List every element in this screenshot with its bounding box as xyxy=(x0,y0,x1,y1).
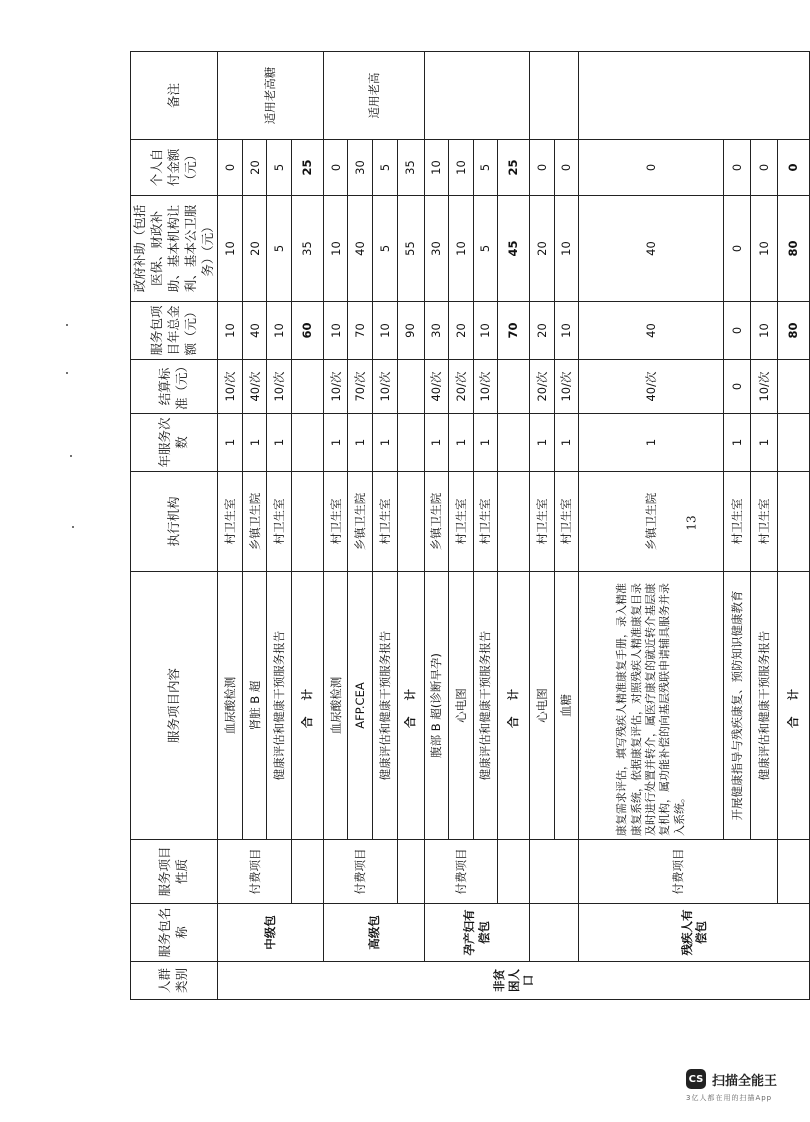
note-cell xyxy=(424,52,530,140)
package-name: 残疾人有偿包 xyxy=(579,904,810,962)
times-cell: 1 xyxy=(579,414,724,472)
subsidy-cell: 10 xyxy=(751,196,778,302)
self-cell: 25 xyxy=(498,140,530,196)
agency-cell: 村卫生室 xyxy=(554,472,579,572)
subsidy-cell: 0 xyxy=(724,196,751,302)
scan-speck xyxy=(72,526,74,528)
agency-cell: 村卫生室 xyxy=(473,472,498,572)
agency-cell: 乡镇卫生院 xyxy=(242,472,267,572)
content-cell: 心电图 xyxy=(530,572,555,840)
standard-cell: 10/次 xyxy=(218,360,243,414)
total-cell: 60 xyxy=(292,302,324,360)
subsidy-cell: 40 xyxy=(579,196,724,302)
standard-cell: 10/次 xyxy=(323,360,348,414)
standard-cell: 40/次 xyxy=(242,360,267,414)
total-cell: 10 xyxy=(473,302,498,360)
times-cell: 1 xyxy=(449,414,474,472)
agency-cell: 村卫生室 xyxy=(724,472,751,572)
scan-speck xyxy=(66,372,68,374)
total-cell: 10 xyxy=(554,302,579,360)
subsidy-cell: 10 xyxy=(449,196,474,302)
header-times: 年服务次数 xyxy=(131,414,218,472)
self-cell: 0 xyxy=(724,140,751,196)
agency-cell: 村卫生室 xyxy=(751,472,778,572)
header-note: 备注 xyxy=(131,52,218,140)
empty-cell xyxy=(397,360,424,414)
content-cell: 健康评估和健康干预服务报告 xyxy=(751,572,778,840)
subsidy-cell: 80 xyxy=(778,196,810,302)
total-cell: 10 xyxy=(751,302,778,360)
total-label: 合 计 xyxy=(397,572,424,840)
standard-cell: 20/次 xyxy=(530,360,555,414)
total-cell: 20 xyxy=(530,302,555,360)
times-cell: 1 xyxy=(323,414,348,472)
nature-cell xyxy=(530,840,579,904)
header-standard: 结算标准（元） xyxy=(131,360,218,414)
agency-cell: 乡镇卫生院 xyxy=(424,472,449,572)
nature-cell: 付费项目 xyxy=(424,840,498,904)
table-row-total xyxy=(498,52,530,1000)
subsidy-cell: 5 xyxy=(267,196,292,302)
content-cell: 肾脏 B 超 xyxy=(242,572,267,840)
times-cell: 1 xyxy=(724,414,751,472)
total-cell: 70 xyxy=(498,302,530,360)
times-cell: 1 xyxy=(751,414,778,472)
self-cell: 0 xyxy=(751,140,778,196)
subsidy-cell: 35 xyxy=(292,196,324,302)
empty-cell xyxy=(498,840,530,904)
note-cell xyxy=(579,52,810,140)
header-group: 人群类别 xyxy=(131,962,218,1000)
self-cell: 35 xyxy=(397,140,424,196)
header-row xyxy=(131,52,218,1000)
total-cell: 30 xyxy=(424,302,449,360)
table-row-total xyxy=(292,52,324,1000)
package-name: 中级包 xyxy=(218,904,324,962)
agency-cell: 村卫生室 xyxy=(530,472,555,572)
total-cell: 40 xyxy=(579,302,724,360)
agency-cell: 乡镇卫生院 xyxy=(348,472,373,572)
table-row xyxy=(424,52,449,1000)
content-cell: 心电图 xyxy=(449,572,474,840)
self-cell: 10 xyxy=(424,140,449,196)
content-cell: AFP.CEA xyxy=(348,572,373,840)
content-cell: 开展健康指导与残疾康复、预防知识健康教育 xyxy=(724,572,751,840)
standard-cell: 40/次 xyxy=(424,360,449,414)
header-self: 个人自付金额（元） xyxy=(131,140,218,196)
empty-cell xyxy=(778,360,810,414)
self-cell: 10 xyxy=(449,140,474,196)
self-cell: 5 xyxy=(473,140,498,196)
empty-cell xyxy=(778,472,810,572)
agency-cell: 村卫生室 xyxy=(218,472,243,572)
total-cell: 10 xyxy=(373,302,398,360)
subsidy-cell: 5 xyxy=(473,196,498,302)
table-row xyxy=(579,52,724,1000)
empty-cell xyxy=(498,360,530,414)
subsidy-cell: 40 xyxy=(348,196,373,302)
content-cell: 康复需求评估，填写残疾人精准康复手册，录入精准康复系统，依据康复评估，对照残疾人精准康复目录及时进行处置并转介，属医疗康复的就近转介基层康复机构，属功能补偿的向基层残联申请辅具服务并录入系统。 xyxy=(579,572,724,840)
nature-cell: 付费项目 xyxy=(323,840,397,904)
scanner-logo-icon: CS xyxy=(686,1069,706,1089)
empty-cell xyxy=(292,414,324,472)
agency-cell: 村卫生室 xyxy=(373,472,398,572)
subsidy-cell: 30 xyxy=(424,196,449,302)
agency-cell: 村卫生室 xyxy=(267,472,292,572)
times-cell: 1 xyxy=(348,414,373,472)
empty-cell xyxy=(397,414,424,472)
total-cell: 90 xyxy=(397,302,424,360)
note-cell: 适用老高 xyxy=(323,52,424,140)
content-cell: 血尿酸检测 xyxy=(323,572,348,840)
table-row-total xyxy=(778,52,810,1000)
header-nature: 服务项目性质 xyxy=(131,840,218,904)
empty-cell xyxy=(397,472,424,572)
content-cell: 健康评估和健康干预服务报告 xyxy=(373,572,398,840)
nature-cell: 付费项目 xyxy=(218,840,292,904)
total-cell: 20 xyxy=(449,302,474,360)
self-cell: 5 xyxy=(373,140,398,196)
times-cell: 1 xyxy=(530,414,555,472)
subsidy-cell: 20 xyxy=(242,196,267,302)
content-cell: 血尿酸检测 xyxy=(218,572,243,840)
header-agency: 执行机构 xyxy=(131,472,218,572)
header-content: 服务项目内容 xyxy=(131,572,218,840)
times-cell: 1 xyxy=(373,414,398,472)
content-cell: 血糖 xyxy=(554,572,579,840)
nature-cell: 付费项目 xyxy=(579,840,778,904)
table-row xyxy=(218,52,243,1000)
self-cell: 25 xyxy=(292,140,324,196)
table-row xyxy=(323,52,348,1000)
self-cell: 0 xyxy=(323,140,348,196)
times-cell: 1 xyxy=(242,414,267,472)
table-row-total xyxy=(397,52,424,1000)
note-cell: 适用老高糖 xyxy=(218,52,324,140)
times-cell: 1 xyxy=(473,414,498,472)
agency-cell: 村卫生室 xyxy=(323,472,348,572)
scan-speck xyxy=(66,324,68,326)
subsidy-cell: 20 xyxy=(530,196,555,302)
header-total: 服务包项目年总金额（元） xyxy=(131,302,218,360)
self-cell: 30 xyxy=(348,140,373,196)
header-package: 服务包名称 xyxy=(131,904,218,962)
standard-cell: 40/次 xyxy=(579,360,724,414)
empty-cell xyxy=(498,472,530,572)
standard-cell: 10/次 xyxy=(554,360,579,414)
package-name: 孕产妇有偿包 xyxy=(424,904,530,962)
scanner-tagline: 3亿人都在用的扫描App xyxy=(686,1094,773,1102)
group-label: 非贫困人口 xyxy=(218,962,810,1000)
page-number: 13 xyxy=(684,515,699,531)
total-label: 合 计 xyxy=(498,572,530,840)
total-cell: 10 xyxy=(323,302,348,360)
content-cell: 健康评估和健康干预服务报告 xyxy=(473,572,498,840)
total-label: 合 计 xyxy=(778,572,810,840)
header-subsidy: 政府补助（包括医保、财政补助、基本机构让利、基本公卫服务）（元） xyxy=(131,196,218,302)
subsidy-cell: 45 xyxy=(498,196,530,302)
self-cell: 0 xyxy=(530,140,555,196)
standard-cell: 10/次 xyxy=(373,360,398,414)
empty-cell xyxy=(778,840,810,904)
standard-cell: 0 xyxy=(724,360,751,414)
standard-cell: 70/次 xyxy=(348,360,373,414)
times-cell: 1 xyxy=(554,414,579,472)
empty-cell xyxy=(498,414,530,472)
empty-cell xyxy=(292,472,324,572)
times-cell: 1 xyxy=(424,414,449,472)
content-cell: 健康评估和健康干预服务报告 xyxy=(267,572,292,840)
empty-cell xyxy=(397,840,424,904)
total-cell: 80 xyxy=(778,302,810,360)
total-cell: 10 xyxy=(267,302,292,360)
total-label: 合 计 xyxy=(292,572,324,840)
standard-cell: 10/次 xyxy=(473,360,498,414)
self-cell: 0 xyxy=(554,140,579,196)
note-cell xyxy=(530,52,579,140)
times-cell: 1 xyxy=(218,414,243,472)
subsidy-cell: 55 xyxy=(397,196,424,302)
agency-cell: 村卫生室 xyxy=(449,472,474,572)
content-cell: 腹部 B 超(诊断早孕) xyxy=(424,572,449,840)
table-row xyxy=(530,52,555,1000)
self-cell: 0 xyxy=(218,140,243,196)
package-name xyxy=(530,904,579,962)
subsidy-cell: 10 xyxy=(218,196,243,302)
scanner-watermark xyxy=(686,1069,777,1089)
subsidy-cell: 5 xyxy=(373,196,398,302)
scanner-app-name: 扫描全能王 xyxy=(712,1073,778,1089)
empty-cell xyxy=(778,414,810,472)
total-cell: 10 xyxy=(218,302,243,360)
times-cell: 1 xyxy=(267,414,292,472)
subsidy-cell: 10 xyxy=(554,196,579,302)
service-package-table xyxy=(130,51,810,1000)
self-cell: 0 xyxy=(579,140,724,196)
standard-cell: 10/次 xyxy=(751,360,778,414)
self-cell: 5 xyxy=(267,140,292,196)
rotated-table-container xyxy=(130,52,810,1000)
subsidy-cell: 10 xyxy=(323,196,348,302)
agency-cell: 乡镇卫生院 xyxy=(579,472,724,572)
total-cell: 0 xyxy=(724,302,751,360)
empty-cell xyxy=(292,840,324,904)
package-name: 高级包 xyxy=(323,904,424,962)
total-cell: 40 xyxy=(242,302,267,360)
standard-cell: 10/次 xyxy=(267,360,292,414)
total-cell: 70 xyxy=(348,302,373,360)
standard-cell: 20/次 xyxy=(449,360,474,414)
self-cell: 0 xyxy=(778,140,810,196)
self-cell: 20 xyxy=(242,140,267,196)
empty-cell xyxy=(292,360,324,414)
scan-speck xyxy=(70,455,72,457)
